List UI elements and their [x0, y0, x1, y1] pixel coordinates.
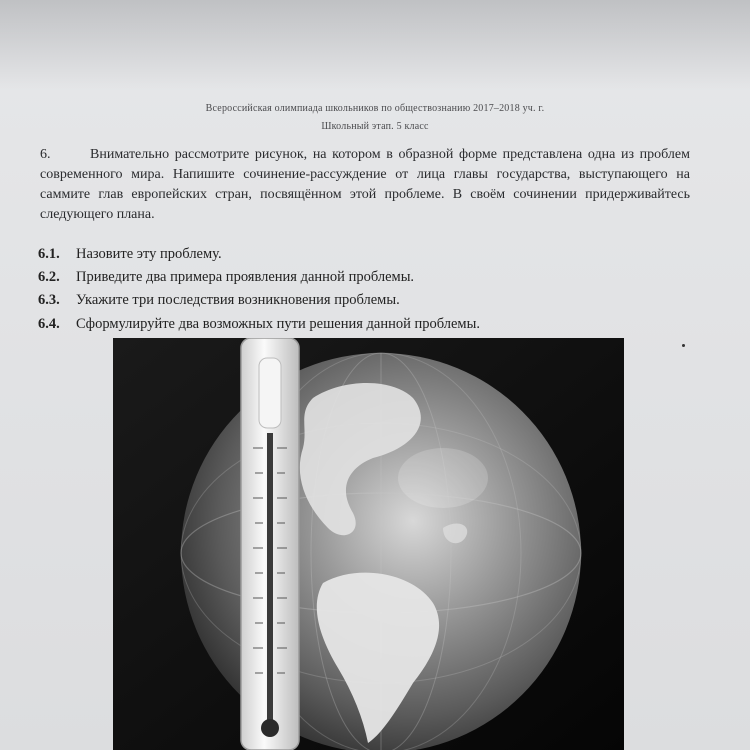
print-speck — [682, 344, 685, 347]
thermometer-icon — [241, 338, 299, 750]
question-text: Приведите два примера проявления данной проблемы. — [76, 269, 415, 285]
question-number: 6.2. — [38, 269, 60, 285]
question-number: 6.4. — [38, 316, 60, 332]
question-number: 6.3. — [38, 292, 60, 308]
task-description — [40, 145, 690, 225]
question-text: Назовите эту проблему. — [76, 246, 222, 262]
globe-thermometer-figure — [113, 338, 624, 750]
olympiad-header: Всероссийская олимпиада школьников по обществознанию 2017–2018 уч. г. — [205, 103, 545, 114]
question-text: Сформулируйте два возможных пути решения данной проблемы. — [76, 316, 480, 332]
stage-header: Школьный этап. 5 класс — [321, 121, 429, 132]
question-item — [38, 269, 414, 286]
task-text: Внимательно рассмотрите рисунок, на котором в образной форме представлена одна из проблем современного мира. Напишите сочинение-рассуждение от лица главы государства, выступающего на саммите глав европейских стран, посвящённом этой проблеме. В своём сочинении придерживайтесь следующего плана. — [40, 147, 690, 222]
question-text: Укажите три последствия возникновения проблемы. — [76, 292, 400, 308]
question-item — [38, 292, 400, 309]
question-number: 6.1. — [38, 246, 60, 262]
page-shadow — [0, 0, 750, 90]
question-item — [38, 246, 222, 263]
task-number: 6. — [40, 147, 51, 162]
question-item — [38, 316, 480, 333]
